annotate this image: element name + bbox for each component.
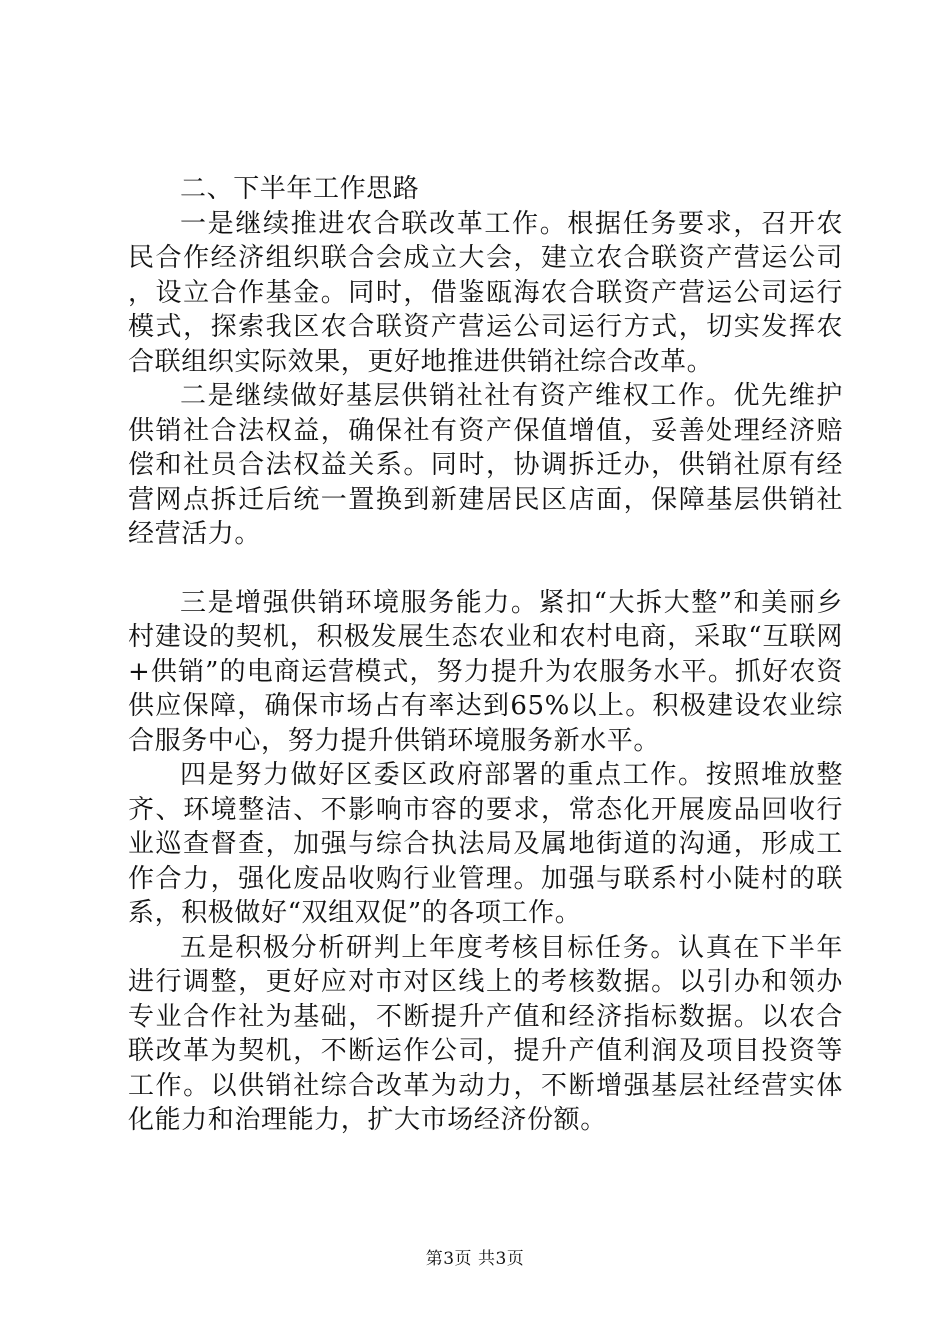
paragraph-1: 一是继续推进农合联改革工作。根据任务要求，召开农民合作经济组织联合会成立大会，建立农合联资产营运公司，设立合作基金。同时，借鉴瓯海农合联资产营运公司运行模式，探索我区农合联资产营运公司运行方式，切实发挥农合联组织实际效果，更好地推进供销社综合改革。 <box>128 208 843 377</box>
section-heading: 二、下半年工作思路 <box>180 174 420 204</box>
paragraph-4: 四是努力做好区委区政府部署的重点工作。按照堆放整齐、环境整洁、不影响市容的要求，常态化开展废品回收行业巡查督查，加强与综合执法局及属地街道的沟通，形成工作合力，强化废品收购行业管理。加强与联系村小陡村的联系，积极做好“双组双促”的各项工作。 <box>128 760 843 928</box>
page-number-footer: 第3页 共3页 <box>425 1249 525 1269</box>
document-body <box>128 172 843 1138</box>
paragraph-3: 三是增强供销环境服务能力。紧扣“大拆大整”和美丽乡村建设的契机，积极发展生态农业和农村电商，采取“互联网+供销”的电商运营模式，努力提升为农服务水平。抓好农资供应保障，确保市场占有率达到65%以上。积极建设农业综合服务中心，努力提升供销环境服务新水平。 <box>128 587 843 756</box>
paragraph-5: 五是积极分析研判上年度考核目标任务。认真在下半年进行调整，更好应对市对区线上的考核数据。以引办和领办专业合作社为基础，不断提升产值和经济指标数据。以农合联改革为契机，不断运作公司，提升产值利润及项目投资等工作。以供销社综合改革为动力，不断增强基层社经营实体化能力和治理能力，扩大市场经济份额。 <box>128 932 843 1135</box>
paragraph-2: 二是继续做好基层供销社社有资产维权工作。优先维护供销社合法权益，确保社有资产保值增值，妥善处理经济赔偿和社员合法权益关系。同时，协调拆迁办，供销社原有经营网点拆迁后统一置换到新建居民区店面，保障基层供销社经营活力。 <box>128 381 843 549</box>
